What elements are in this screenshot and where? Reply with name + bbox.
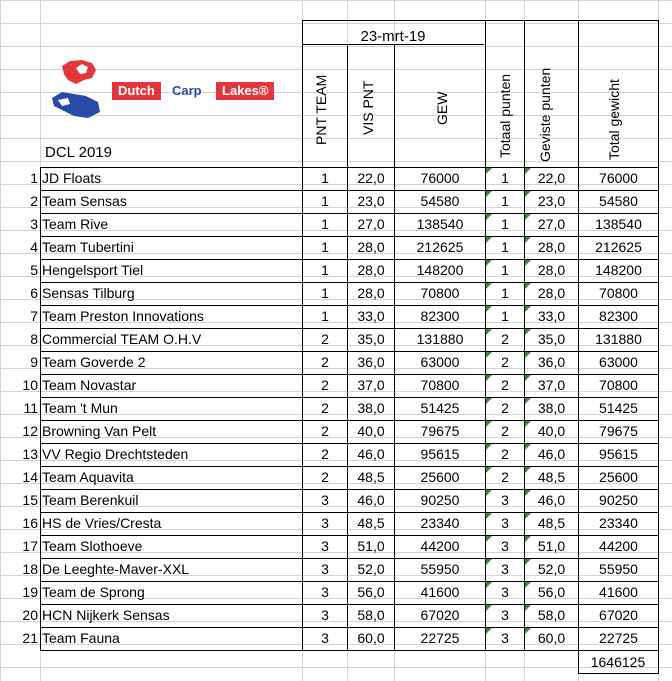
team-cell: Team Fauna [42,630,120,646]
gew-cell: 51425 [420,400,460,416]
totaal-punten-cell: 1 [501,285,509,301]
gew-cell: 25600 [420,469,460,485]
total-gewicht-cell: 90250 [599,492,638,508]
total-gewicht-cell: 70800 [599,285,638,301]
team-cell: Sensas Tilburg [42,285,135,301]
totaal-punten-cell: 2 [501,446,509,462]
gridline [0,667,672,668]
pnt-team-cell: 2 [321,446,329,462]
geviste-punten-cell: 46,0 [537,446,566,462]
row-number: 14 [22,469,38,485]
geviste-punten-cell: 28,0 [537,285,566,301]
vis-pnt-cell: 60,0 [357,630,385,646]
geviste-punten-cell: 40,0 [537,423,566,439]
row-number: 17 [22,538,38,554]
geviste-punten-cell: 52,0 [537,561,566,577]
logo-dutch: Dutch [112,82,161,100]
team-cell: Team Preston Innovations [42,308,204,324]
team-cell: Team Tubertini [42,239,134,255]
logo-lakes: Lakes® [216,82,274,100]
totaal-punten-cell: 2 [501,423,509,439]
green-marker-icon [525,605,531,611]
totaal-punten-cell: 2 [501,400,509,416]
pnt-team-cell: 1 [321,262,329,278]
total-gewicht-cell: 131880 [595,331,642,347]
col-header-geviste-punten: Geviste punten [537,67,553,162]
pnt-team-cell: 3 [321,630,329,646]
geviste-punten-cell: 28,0 [537,262,566,278]
green-marker-icon [486,191,492,197]
green-marker-icon [486,582,492,588]
geviste-punten-cell: 60,0 [537,630,566,646]
vis-pnt-cell: 52,0 [357,561,385,577]
totaal-punten-cell: 3 [501,538,509,554]
border [658,650,659,673]
green-marker-icon [525,467,531,473]
total-gewicht-cell: 70800 [599,377,638,393]
green-marker-icon [486,444,492,450]
gew-cell: 138540 [416,216,464,232]
gridline [0,0,672,1]
team-cell: Team Novastar [42,377,137,393]
total-gewicht-cell: 63000 [599,354,638,370]
vis-pnt-cell: 23,0 [357,193,385,209]
green-marker-icon [486,513,492,519]
totaal-punten-cell: 3 [501,515,509,531]
netherlands-map-icon [48,58,110,126]
total-gewicht-cell: 23340 [599,515,638,531]
team-cell: Team Goverde 2 [42,354,146,370]
green-marker-icon [486,283,492,289]
geviste-punten-cell: 46,0 [537,492,566,508]
gew-cell: 67020 [420,607,460,623]
pnt-team-cell: 3 [321,607,329,623]
team-cell: Commercial TEAM O.H.V [42,331,202,347]
pnt-team-cell: 2 [321,423,329,439]
green-marker-icon [525,490,531,496]
green-marker-icon [525,329,531,335]
green-marker-icon [486,375,492,381]
geviste-punten-cell: 23,0 [537,193,566,209]
col-header-gew: GEW [434,91,450,125]
team-cell: Team de Sprong [42,584,145,600]
pnt-team-cell: 1 [321,308,329,324]
row-number: 20 [22,607,38,623]
green-marker-icon [525,306,531,312]
total-gewicht-cell: 44200 [599,538,638,554]
team-cell: Team Aquavita [42,469,134,485]
team-cell: HS de Vries/Cresta [42,515,162,531]
pnt-team-cell: 1 [321,193,329,209]
vis-pnt-cell: 48,5 [357,515,385,531]
border [302,20,658,21]
vis-pnt-cell: 46,0 [357,492,385,508]
col-header-totaal-punten: Totaal punten [497,73,513,158]
col-header-total-gewicht: Total gewicht [606,79,622,160]
row-number: 11 [23,400,38,416]
gridline [0,161,672,162]
row-number: 19 [22,584,38,600]
geviste-punten-cell: 22,0 [537,170,566,186]
vis-pnt-cell: 22,0 [357,170,385,186]
team-cell: Team 't Mun [42,400,118,416]
totaal-punten-cell: 2 [501,331,509,347]
row-number: 3 [30,216,38,232]
gew-cell: 70800 [420,285,460,301]
team-cell: Team Rive [42,216,109,232]
gew-cell: 90250 [420,492,460,508]
row-number: 9 [30,354,38,370]
dutch-carp-lakes-logo [48,58,278,126]
totaal-punten-cell: 3 [501,492,509,508]
green-marker-icon [486,352,492,358]
row-number: 15 [22,492,38,508]
totaal-punten-cell: 1 [501,170,509,186]
green-marker-icon [486,214,492,220]
total-gewicht-cell: 95615 [599,446,638,462]
totaal-punten-cell: 2 [501,377,509,393]
gridline [0,138,672,139]
row-number: 6 [30,285,38,301]
geviste-punten-cell: 37,0 [537,377,566,393]
totaal-punten-cell: 1 [501,262,509,278]
total-gewicht-cell: 55950 [599,561,638,577]
green-marker-icon [486,490,492,496]
gew-cell: 22725 [420,630,460,646]
green-marker-icon [486,237,492,243]
vis-pnt-cell: 37,0 [357,377,385,393]
gew-cell: 70800 [420,377,460,393]
geviste-punten-cell: 27,0 [537,216,566,232]
green-marker-icon [525,375,531,381]
row-number: 21 [22,630,38,646]
geviste-punten-cell: 38,0 [537,400,566,416]
pnt-team-cell: 2 [321,400,329,416]
team-cell: VV Regio Drechtsteden [42,446,189,462]
vis-pnt-cell: 51,0 [357,538,385,554]
green-marker-icon [486,306,492,312]
match-date: 23-mrt-19 [360,28,426,45]
gew-cell: 44200 [420,538,460,554]
gew-cell: 212625 [416,239,464,255]
total-gewicht-cell: 148200 [595,262,642,278]
gew-cell: 95615 [420,446,460,462]
pnt-team-cell: 2 [321,377,329,393]
green-marker-icon [486,536,492,542]
green-marker-icon [525,628,531,634]
total-gewicht-cell: 67020 [599,607,638,623]
gew-cell: 131880 [416,331,464,347]
vis-pnt-cell: 58,0 [357,607,385,623]
gridline [0,46,672,47]
totaal-punten-cell: 3 [501,630,509,646]
vis-pnt-cell: 36,0 [357,354,385,370]
row-number: 8 [30,331,38,347]
total-gewicht-cell: 212625 [595,239,642,255]
row-number: 4 [30,239,38,255]
green-marker-icon [486,260,492,266]
green-marker-icon [486,628,492,634]
row-number: 16 [22,515,38,531]
green-marker-icon [525,513,531,519]
grand-total: 1646125 [590,654,646,670]
pnt-team-cell: 1 [321,216,329,232]
border [40,650,658,651]
row-number: 10 [22,377,38,393]
green-marker-icon [525,214,531,220]
vis-pnt-cell: 28,0 [357,262,385,278]
pnt-team-cell: 3 [321,492,329,508]
team-cell: JD Floats [42,170,102,186]
vis-pnt-cell: 48,5 [357,469,385,485]
totaal-punten-cell: 1 [501,239,509,255]
green-marker-icon [525,559,531,565]
pnt-team-cell: 1 [321,239,329,255]
total-gewicht-cell: 79675 [599,423,638,439]
team-cell: Hengelsport Tiel [42,262,144,278]
green-marker-icon [486,168,492,174]
season-label: DCL 2019 [45,144,112,161]
team-cell: Team Slothoeve [42,538,143,554]
total-gewicht-cell: 41600 [599,584,638,600]
row-number: 12 [22,423,38,439]
gew-cell: 55950 [420,561,460,577]
team-cell: De Leeghte-Maver-XXL [42,561,190,577]
totaal-punten-cell: 1 [501,193,509,209]
vis-pnt-cell: 35,0 [357,331,385,347]
geviste-punten-cell: 48,5 [537,469,566,485]
team-cell: Browning Van Pelt [42,423,157,439]
row-number: 7 [30,308,38,324]
gridline [0,23,672,24]
vis-pnt-cell: 33,0 [357,308,385,324]
pnt-team-cell: 3 [321,584,329,600]
row-number: 5 [30,262,38,278]
gew-cell: 76000 [420,170,460,186]
total-gewicht-cell: 25600 [599,469,638,485]
row-number: 1 [30,170,38,186]
green-marker-icon [486,329,492,335]
totaal-punten-cell: 3 [501,607,509,623]
green-marker-icon [486,398,492,404]
vis-pnt-cell: 28,0 [357,285,385,301]
gew-cell: 23340 [420,515,460,531]
pnt-team-cell: 1 [321,170,329,186]
pnt-team-cell: 3 [321,561,329,577]
row-number: 18 [22,561,38,577]
pnt-team-cell: 3 [321,538,329,554]
total-gewicht-cell: 138540 [595,216,642,232]
row-number: 13 [22,446,38,462]
geviste-punten-cell: 58,0 [537,607,566,623]
vis-pnt-cell: 56,0 [357,584,385,600]
team-cell: Team Sensas [42,193,127,209]
green-marker-icon [525,283,531,289]
geviste-punten-cell: 33,0 [537,308,566,324]
total-gewicht-cell: 22725 [599,630,638,646]
green-marker-icon [525,536,531,542]
totaal-punten-cell: 1 [501,308,509,324]
vis-pnt-cell: 40,0 [357,423,385,439]
vis-pnt-cell: 38,0 [357,400,385,416]
green-marker-icon [486,421,492,427]
green-marker-icon [525,352,531,358]
gew-cell: 82300 [420,308,460,324]
green-marker-icon [525,398,531,404]
gew-cell: 63000 [420,354,460,370]
pnt-team-cell: 2 [321,354,329,370]
geviste-punten-cell: 35,0 [537,331,566,347]
total-gewicht-cell: 51425 [599,400,638,416]
geviste-punten-cell: 28,0 [537,239,566,255]
gew-cell: 79675 [420,423,460,439]
totaal-punten-cell: 1 [501,216,509,232]
col-header-pnt-team: PNT TEAM [313,74,329,145]
total-gewicht-cell: 54580 [599,193,638,209]
total-gewicht-cell: 76000 [599,170,638,186]
pnt-team-cell: 2 [321,331,329,347]
pnt-team-cell: 3 [321,515,329,531]
green-marker-icon [525,444,531,450]
gew-cell: 148200 [416,262,464,278]
green-marker-icon [486,467,492,473]
totaal-punten-cell: 2 [501,469,509,485]
green-marker-icon [525,191,531,197]
vis-pnt-cell: 27,0 [357,216,385,232]
pnt-team-cell: 1 [321,285,329,301]
row-number: 2 [30,193,38,209]
vis-pnt-cell: 28,0 [357,239,385,255]
green-marker-icon [525,260,531,266]
green-marker-icon [525,168,531,174]
geviste-punten-cell: 51,0 [537,538,566,554]
vis-pnt-cell: 46,0 [357,446,385,462]
totaal-punten-cell: 3 [501,584,509,600]
col-header-vis-pnt: VIS PNT [360,80,376,135]
geviste-punten-cell: 56,0 [537,584,566,600]
totaal-punten-cell: 2 [501,354,509,370]
green-marker-icon [525,237,531,243]
gew-cell: 54580 [420,193,460,209]
totaal-punten-cell: 3 [501,561,509,577]
border [658,20,659,650]
green-marker-icon [486,559,492,565]
logo-carp: Carp [172,83,202,98]
total-gewicht-cell: 82300 [599,308,638,324]
geviste-punten-cell: 48,5 [537,515,566,531]
team-cell: HCN Nijkerk Sensas [42,607,170,623]
team-cell: Team Berenkuil [42,492,139,508]
gew-cell: 41600 [420,584,460,600]
green-marker-icon [525,421,531,427]
pnt-team-cell: 2 [321,469,329,485]
green-marker-icon [525,582,531,588]
geviste-punten-cell: 36,0 [537,354,566,370]
green-marker-icon [486,605,492,611]
